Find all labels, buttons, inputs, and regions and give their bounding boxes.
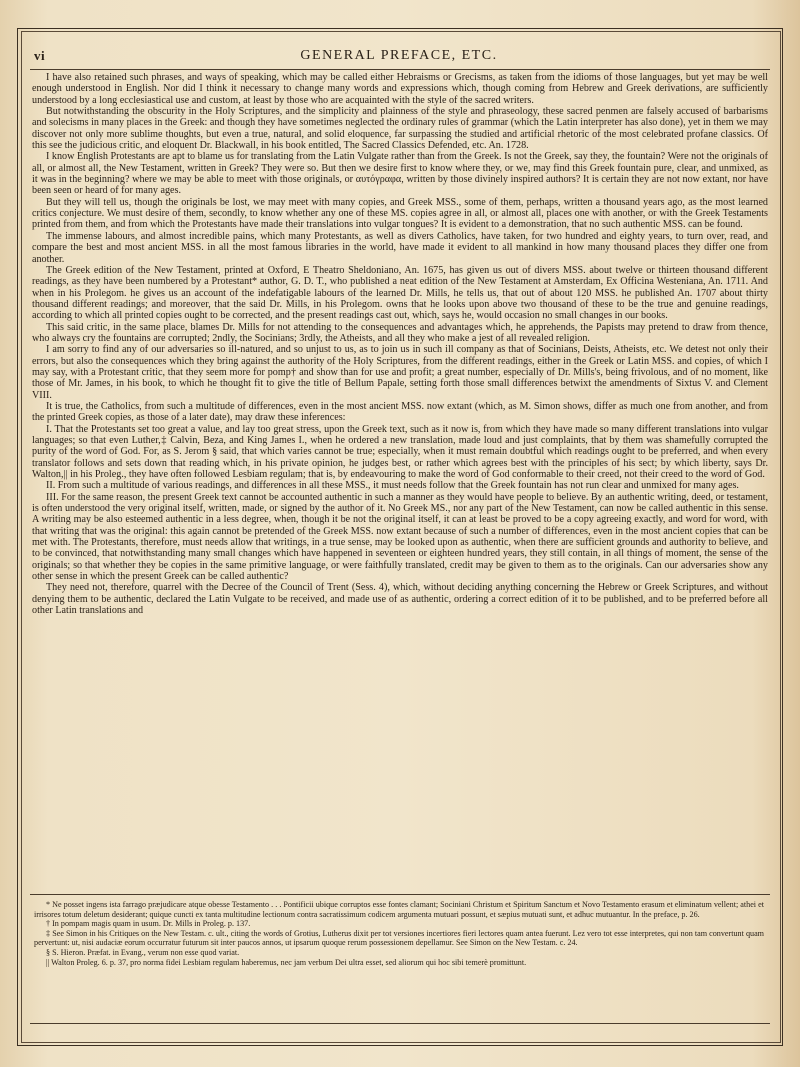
paragraph: But notwithstanding the obscurity in the Holy Scriptures, and the simplicity and plainness of the style and phraseology, these sacred penmen are falsely accused of barbarisms and solecisms in many places in the Greek: and though they have sometimes neglected the ordinary rules of grammar (which the Latin interpreter has also done), yet in them we may discover not only more sublime thoughts, but even a true, natural, and solid eloquence, far surpassing the studied and artificial rhetoric of the most celebrated profane classics. Of this see the judicious critic, and eloquent Dr. Blackwall, in his book entitled, The Sacred Classics Defended, etc. An. 1728. bbox=[32, 106, 768, 152]
footnote: * Ne posset ingens ista farrago præjudicare atque obesse Testamento . . . Pontificii ubique corruptos esse fontes clamant; Sociniani Christum et Spiritum Sanctum et Novo Testamento erasum et eliminatum vellent; athei et irrisores totum deletum desiderant; quique cuncti ex tanta multitudine lectionum contra sacratissimum codicem argumenta mutuari possunt, et sæpius mutuati sunt, et adhuc mutuantur. In the preface, p. 26. bbox=[34, 900, 764, 919]
paragraph: III. For the same reason, the present Greek text cannot be accounted authentic in such a manner as they would have people to believe. By an authentic writing, deed, or testament, is often understood the very original itself, written, made, or signed by the author of it. No Greek MS., nor any part of the New Testament, can now be called authentic in this sense. A writing may be also esteemed authentic in a less degree, when, though it be not the original itself, it can at least be proved to be a copy agreeing exactly, and word for word, with that writing that was the original: this again cannot be pretended of the Greek MSS. now extant because of such a number of differences, even in the most ancient copies that can be met with. The Protestants, therefore, must needs allow that writings, in a true sense, may be looked upon as authentic, when there are sufficient grounds and authority to believe, and to be convinced, that notwithstanding many small changes which have happened in seventeen or eighteen hundred years, they still contain, in all things of moment, the sense of the originals; so that whether they be copies in the same primitive language, or were faithfully translated, credit may be given to them as to the originals. Can our adversaries show any other sense in which the present Greek can be called authentic? bbox=[32, 491, 768, 583]
paragraph: It is true, the Catholics, from such a multitude of differences, even in the most ancient MSS. now extant (which, as M. Simon shows, differ as much one from another, and from the printed Greek copies, as those of a later date), may draw these inferences: bbox=[32, 400, 768, 424]
page-number: vi bbox=[34, 48, 46, 63]
paragraph: I am sorry to find any of our adversaries so ill-natured, and so unjust to us, as to join us in such ill company as that of Socinians, Deists, Atheists, etc. We detest not only their errors, but also the consequences which they bring against the authority of the Holy Scriptures, from the different readings, either in the Greek or Latin MSS. and copies, of which I may say, with a Protestant critic, that they seem more for pomp† and show than for use and profit; a great number, especially of Dr. Mills's, being frivolous, and of no moment, like those of Mr. James, in his book, to which he thought fit to give the title of Bellum Papale, setting forth those small differences betwixt the amendments of Sixtus V. and Clement VIII. bbox=[32, 344, 768, 401]
footnote: ‡ See Simon in his Critiques on the New Testam. c. ult., citing the words of Grotius, Lutherus dixit per tot versiones incertiores fieri lectores quam antea fuerunt. Lez vero tot esse interpretes, qui non tam convertunt quam pervertunt: ut, nisi audaciæ eorum occurratur futurum sit inter paucos annos, ut ipsarum quoque rerum possessionem depellamur. See Simon on the New Testam. c. 24. bbox=[34, 928, 764, 948]
paragraph: I. That the Protestants set too great a value, and lay too great stress, upon the Greek text, such as it now is, from which they have made so many different translations into vulgar languages; so that even Luther,‡ Calvin, Beza, and King James I., when he ordered a new translation, made loud and just complaints, that by them was shamefully corrupted the purity of the word of God. For, as S. Jerom § said, that which varies cannot be true; especially, when it must remain doubtful which readings ought to be preferred, and when every translator follows and sets down that reading which, in his private opinion, he judges best, or rather which agrees best with the principles of his sect; by which liberty, says Dr. Walton,|| in his Proleg., they have often followed Lesbiam regulam; that is, by endeavouring to make the word of God conformable to their creed, not their creed to the word of God. bbox=[32, 423, 768, 481]
footnote: || Walton Proleg. 6. p. 37, pro norma fidei Lesbiam regulam haberemus, nec jam verbum Dei ultra esset, sed aliorum qui hoc sibi temerè promittunt. bbox=[46, 957, 527, 967]
paragraph: II. From such a multitude of various readings, and differences in all these MSS., it must needs follow that the Greek fountain has not run clear and unmixed for many ages. bbox=[46, 480, 739, 492]
footnotes bbox=[34, 900, 764, 1018]
bottom-divider bbox=[30, 1023, 770, 1024]
header-divider bbox=[30, 69, 770, 70]
paragraph: I have also retained such phrases, and ways of speaking, which may be called either Hebraisms or Grecisms, as taken from the idioms of those languages, but yet may be well enough understood in English. Nor did I think it necessary to change many words and expressions which, though coming from Hebrew and Greek derivations, are sufficiently understood by a long ecclesiastical use and custom, at least by those who are acquainted with the style of the sacred writers. bbox=[32, 72, 768, 106]
footnote: † In pompam magis quam in usum. Dr. Mills in Proleg. p. 137. bbox=[46, 919, 251, 929]
main-text bbox=[32, 72, 768, 882]
footnote-divider bbox=[30, 894, 770, 895]
paragraph: This said critic, in the same place, blames Dr. Mills for not attending to the consequences and advantages which, he apprehends, the Papists may pretend to draw from thence, who always cry the fountains are corrupted; 2ndly, the Socinians; 3rdly, the Atheists, and all they who make a jest of all revealed religion. bbox=[32, 321, 768, 344]
page-header bbox=[34, 48, 764, 68]
paragraph: The immense labours, and almost incredible pains, which many Protestants, as well as divers Catholics, have taken, for two hundred and eighty years, to turn over, read, and compare the best and most ancient MSS. in all the most famous libraries in the world, have made it evident to all mankind in how many thousand places they differ one from another. bbox=[32, 230, 768, 265]
paragraph: They need not, therefore, quarrel with the Decree of the Council of Trent (Sess. 4), which, without deciding anything concerning the Hebrew or Greek Scriptures, and without denying them to be authentic, declared the Latin Vulgate to be received, and made use of as authentic, ordering a correct edition of it to be published, and to be preferred before all other Latin translations and bbox=[32, 582, 768, 617]
running-title: GENERAL PREFACE, ETC. bbox=[300, 48, 498, 63]
paragraph: I know English Protestants are apt to blame us for translating from the Latin Vulgate rather than from the Greek. Is not the Greek, say they, the fountain? Were not the originals of all, or almost all, the New Testament, written in Greek? They were so. But then we desire first to know where they, or we, may find this Greek fountain pure, clear, and unmixed, as it was in the beginning? where we may be able to meet with those originals, or αυτόγραφα, written by those divinely inspired authors? It is certain they are not now extant, nor have been seen or heard of for many ages. bbox=[32, 151, 768, 197]
footnote: § S. Hieron. Præfat. in Evang., verum non esse quod variat. bbox=[46, 947, 240, 957]
paragraph: But they will tell us, though the originals be lost, we may meet with many copies, and Greek MSS., some of them, perhaps, written a thousand years ago, as the most learned critics conjecture. We must desire of them, secondly, to know whether any one of these MS. copies agree in all, or almost all, places one with another, or with the Greek Testaments printed from them, and from which the Protestants have made their translations into vulgar tongues? It is evident to a demonstration, that no such authentic MSS. can be found. bbox=[32, 196, 768, 231]
paragraph: The Greek edition of the New Testament, printed at Oxford, E Theatro Sheldoniano, An. 1675, has given us out of divers MSS. about twelve or thirteen thousand different readings, as they have been numbered by a Protestant* author, G. D. T., who published a neat edition of the New Testament at Amsterdam, Ex Officina Westeniana, An. 1711. And when in his Prolegom. he gives us an account of the indefatigable labours of the learned Dr. Mills, he tells us, that out of about 120 MSS. he published An. 1707 about thirty thousand different readings; and moreover, that the said Dr. Mills, in his Prolegom. owns that he looks upon above two thousand of these to be the true and genuine readings, according to which all printed copies ought to be corrected, and the present readings cast out, which, says he, would occasion no small changes in our books. bbox=[32, 264, 768, 322]
